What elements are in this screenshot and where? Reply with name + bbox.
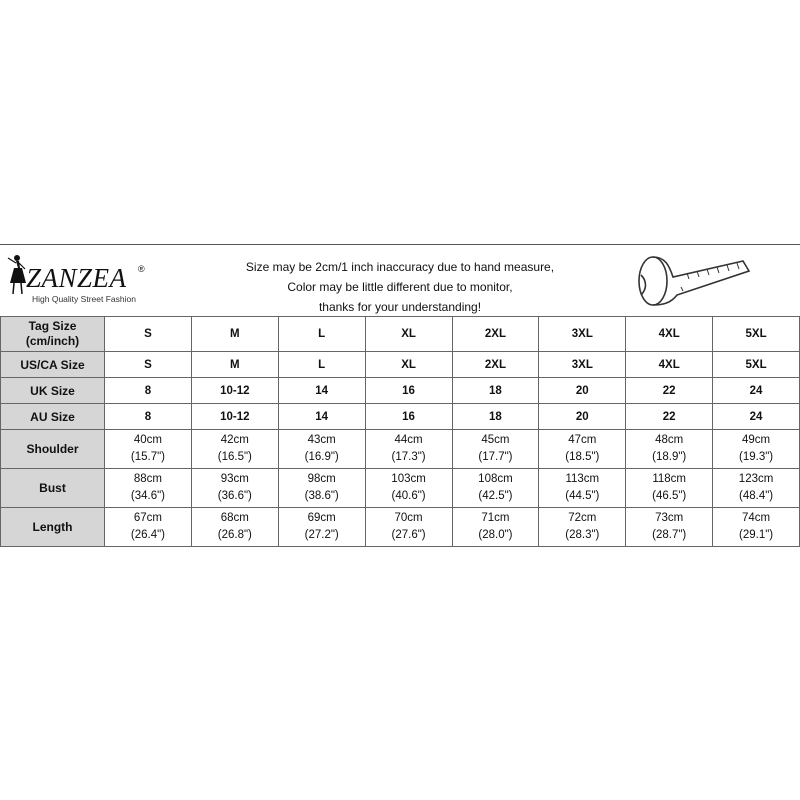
table-cell: L — [278, 352, 365, 378]
inch-value: (27.2") — [304, 529, 339, 541]
row-header-line: Tag Size — [28, 319, 77, 333]
cm-value: 123cm — [738, 473, 774, 485]
cm-value: 103cm — [391, 473, 426, 485]
table-cell — [278, 430, 365, 469]
table-cell — [452, 508, 539, 547]
table-cell: 16 — [365, 378, 452, 404]
table-cell: 3XL — [539, 317, 626, 352]
table-cell — [713, 508, 800, 547]
table-cell — [626, 508, 713, 547]
note-line: Size may be 2cm/1 inch inaccuracy due to hand measure, — [245, 260, 555, 274]
measurement-notes — [200, 257, 600, 317]
row-header: US/CA Size — [1, 352, 105, 378]
table-cell: 10-12 — [191, 378, 278, 404]
cm-value: 93cm — [220, 473, 249, 485]
table-cell: 5XL — [713, 352, 800, 378]
table-cell — [191, 469, 278, 508]
size-chart-header — [0, 244, 800, 316]
cm-value: 98cm — [307, 473, 336, 485]
table-cell: M — [191, 352, 278, 378]
cm-value: 74cm — [742, 512, 771, 524]
cm-value: 40cm — [133, 434, 162, 446]
table-cell — [539, 469, 626, 508]
table-cell — [191, 430, 278, 469]
table-cell: 10-12 — [191, 404, 278, 430]
cm-value: 70cm — [394, 512, 423, 524]
row-header: Length — [1, 508, 105, 547]
cm-value: 44cm — [394, 434, 423, 446]
table-cell — [452, 430, 539, 469]
brand-name: ZANZEA — [26, 263, 127, 293]
inch-value: (19.3") — [739, 451, 774, 463]
row-header: Bust — [1, 469, 105, 508]
table-cell — [539, 508, 626, 547]
row-header: AU Size — [1, 404, 105, 430]
row-header-line: (cm/inch) — [25, 334, 80, 348]
table-cell: 18 — [452, 378, 539, 404]
cm-value: 73cm — [655, 512, 684, 524]
inch-value: (16.9") — [304, 451, 339, 463]
table-row — [1, 508, 800, 547]
table-cell: 20 — [539, 378, 626, 404]
brand-tagline: High Quality Street Fashion — [32, 294, 136, 304]
table-cell: L — [278, 317, 365, 352]
table-cell — [539, 430, 626, 469]
inch-value: (40.6") — [391, 490, 426, 502]
inch-value: (28.7") — [652, 529, 687, 541]
table-row — [1, 317, 800, 352]
table-cell: 2XL — [452, 317, 539, 352]
table-cell: 8 — [105, 404, 192, 430]
table-cell — [626, 469, 713, 508]
table-cell: 24 — [713, 378, 800, 404]
inch-value: (44.5") — [565, 490, 600, 502]
cm-value: 113cm — [565, 473, 600, 485]
inch-value: (34.6") — [130, 490, 165, 502]
inch-value: (17.3") — [391, 451, 426, 463]
table-cell — [278, 508, 365, 547]
cm-value: 68cm — [220, 512, 249, 524]
registered-mark: ® — [138, 264, 145, 274]
size-table — [0, 316, 800, 547]
table-cell — [365, 469, 452, 508]
table-cell — [191, 508, 278, 547]
table-cell: 14 — [278, 378, 365, 404]
dress-figure-icon — [4, 253, 28, 297]
table-cell — [626, 430, 713, 469]
cm-value: 49cm — [742, 434, 771, 446]
inch-value: (26.4") — [130, 529, 165, 541]
table-cell: XL — [365, 317, 452, 352]
table-cell: XL — [365, 352, 452, 378]
row-header — [1, 317, 105, 352]
table-row — [1, 469, 800, 508]
inch-value: (48.4") — [739, 490, 774, 502]
table-cell — [713, 430, 800, 469]
inch-value: (28.0") — [478, 529, 513, 541]
inch-value: (29.1") — [739, 529, 774, 541]
table-cell: 22 — [626, 404, 713, 430]
table-cell: 4XL — [626, 352, 713, 378]
table-cell: S — [105, 352, 192, 378]
table-row — [1, 430, 800, 469]
table-cell: 20 — [539, 404, 626, 430]
inch-value: (28.3") — [565, 529, 600, 541]
inch-value: (27.6") — [391, 529, 426, 541]
note-line: thanks for your understanding! — [318, 300, 482, 314]
table-cell: 5XL — [713, 317, 800, 352]
cm-value: 42cm — [220, 434, 249, 446]
table-cell — [278, 469, 365, 508]
inch-value: (18.9") — [652, 451, 687, 463]
table-row — [1, 378, 800, 404]
table-cell: 4XL — [626, 317, 713, 352]
table-cell — [713, 469, 800, 508]
cm-value: 48cm — [655, 434, 684, 446]
row-header: Shoulder — [1, 430, 105, 469]
table-cell: M — [191, 317, 278, 352]
table-cell: 22 — [626, 378, 713, 404]
cm-value: 108cm — [478, 473, 513, 485]
table-cell: 24 — [713, 404, 800, 430]
cm-value: 47cm — [568, 434, 597, 446]
cm-value: 71cm — [481, 512, 510, 524]
cm-value: 88cm — [133, 473, 162, 485]
table-cell: 8 — [105, 378, 192, 404]
table-row — [1, 404, 800, 430]
cm-value: 45cm — [481, 434, 510, 446]
inch-value: (16.5") — [217, 451, 252, 463]
cm-value: 43cm — [307, 434, 336, 446]
table-cell — [365, 508, 452, 547]
brand-logo — [4, 251, 174, 311]
table-cell: 14 — [278, 404, 365, 430]
cm-value: 72cm — [568, 512, 597, 524]
inch-value: (36.6") — [217, 490, 252, 502]
table-cell — [105, 508, 192, 547]
cm-value: 118cm — [652, 473, 687, 485]
inch-value: (15.7") — [130, 451, 165, 463]
inch-value: (46.5") — [652, 490, 687, 502]
table-cell — [452, 469, 539, 508]
measuring-tape-icon — [625, 251, 755, 311]
table-cell: S — [105, 317, 192, 352]
cm-value: 67cm — [133, 512, 162, 524]
table-cell — [105, 469, 192, 508]
table-cell — [365, 430, 452, 469]
row-header: UK Size — [1, 378, 105, 404]
table-cell — [105, 430, 192, 469]
table-cell: 16 — [365, 404, 452, 430]
cm-value: 69cm — [307, 512, 336, 524]
table-row — [1, 352, 800, 378]
size-chart — [0, 244, 800, 547]
table-cell: 2XL — [452, 352, 539, 378]
inch-value: (18.5") — [565, 451, 600, 463]
table-cell: 18 — [452, 404, 539, 430]
table-cell: 3XL — [539, 352, 626, 378]
inch-value: (17.7") — [478, 451, 513, 463]
inch-value: (42.5") — [478, 490, 513, 502]
inch-value: (26.8") — [217, 529, 252, 541]
note-line: Color may be little different due to monitor, — [287, 280, 513, 294]
inch-value: (38.6") — [304, 490, 339, 502]
